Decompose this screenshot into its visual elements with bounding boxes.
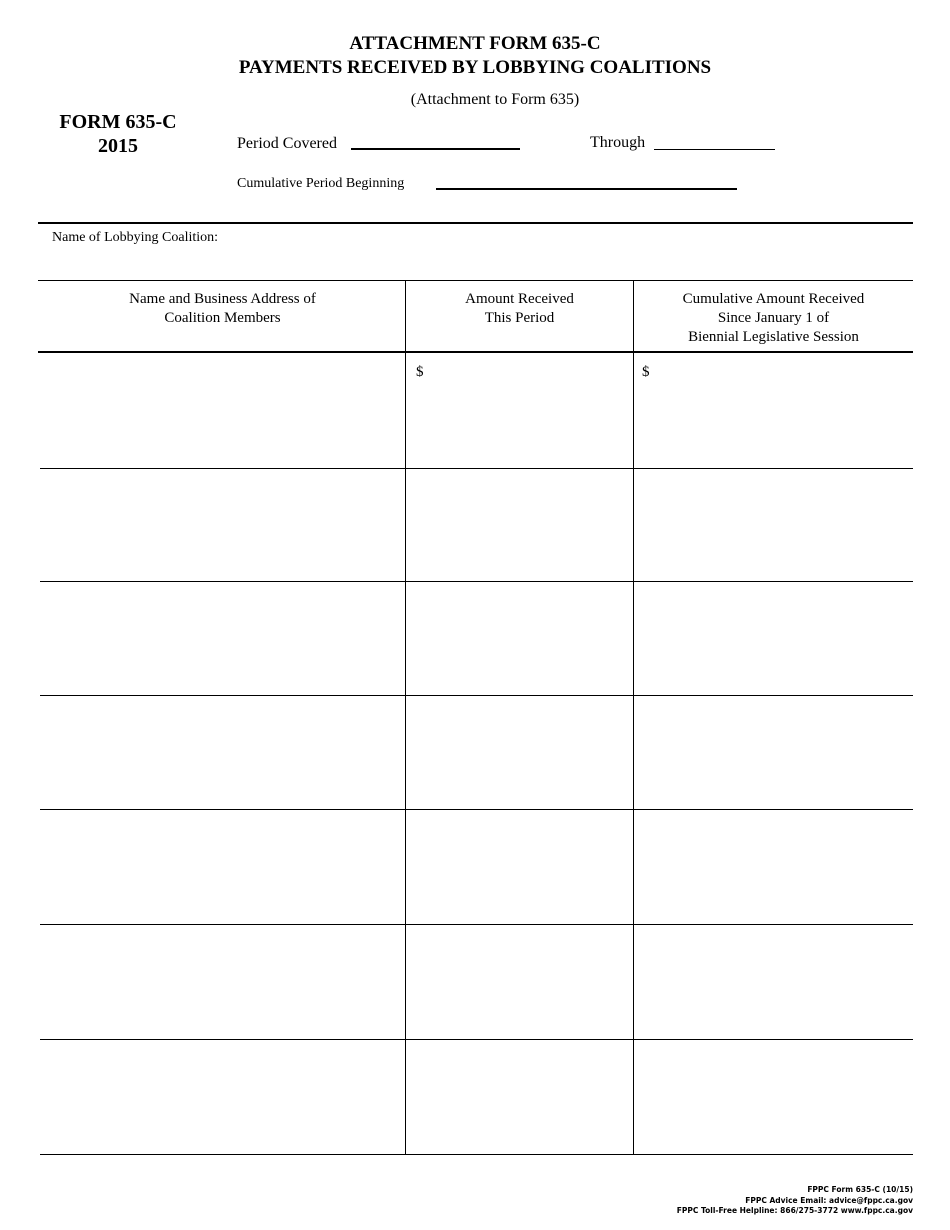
table-bottom-border <box>40 1154 913 1155</box>
table-cell-member[interactable] <box>40 353 404 467</box>
row-divider <box>40 809 913 810</box>
row-divider <box>40 1039 913 1040</box>
cumulative-period-field[interactable] <box>436 188 737 190</box>
currency-symbol: $ <box>416 364 424 380</box>
section-divider <box>38 222 913 224</box>
form-title: ATTACHMENT FORM 635-C <box>349 33 601 54</box>
coalition-name-label: Name of Lobbying Coalition: <box>52 230 219 245</box>
column-header-cumulative-amount: Cumulative Amount Received Since January 1 of Biennial Legislative Session <box>682 291 865 345</box>
form-footer: FPPC Form 635-C (10/15) FPPC Advice Email: advice@fppc.ca.gov FPPC Toll-Free Helpline: 866/275-3772 www.fppc.ca.gov <box>676 1185 913 1215</box>
period-covered-label: Period Covered <box>237 135 337 152</box>
column-header-members: Name and Business Address of Coalition Members <box>129 291 316 326</box>
row-divider <box>40 468 913 469</box>
through-label: Through <box>590 134 646 151</box>
currency-symbol: $ <box>642 364 650 380</box>
through-field[interactable] <box>654 149 775 150</box>
form-subtitle-heading: PAYMENTS RECEIVED BY LOBBYING COALITIONS <box>238 57 712 78</box>
table-top-border <box>38 280 913 281</box>
attachment-note: (Attachment to Form 635) <box>410 91 580 108</box>
row-divider <box>40 581 913 582</box>
row-divider <box>40 924 913 925</box>
column-divider <box>405 281 406 1155</box>
column-divider <box>633 281 634 1155</box>
table-cell-cumulative[interactable] <box>656 353 912 467</box>
form-year: 2015 <box>98 135 138 157</box>
coalition-name-field[interactable] <box>240 228 900 254</box>
form-number: FORM 635-C <box>59 111 177 133</box>
period-covered-field[interactable] <box>351 148 520 150</box>
cumulative-period-label: Cumulative Period Beginning <box>237 176 405 191</box>
table-cell-amount-period[interactable] <box>430 353 632 467</box>
row-divider <box>40 695 913 696</box>
column-header-amount-period: Amount Received This Period <box>465 291 574 326</box>
